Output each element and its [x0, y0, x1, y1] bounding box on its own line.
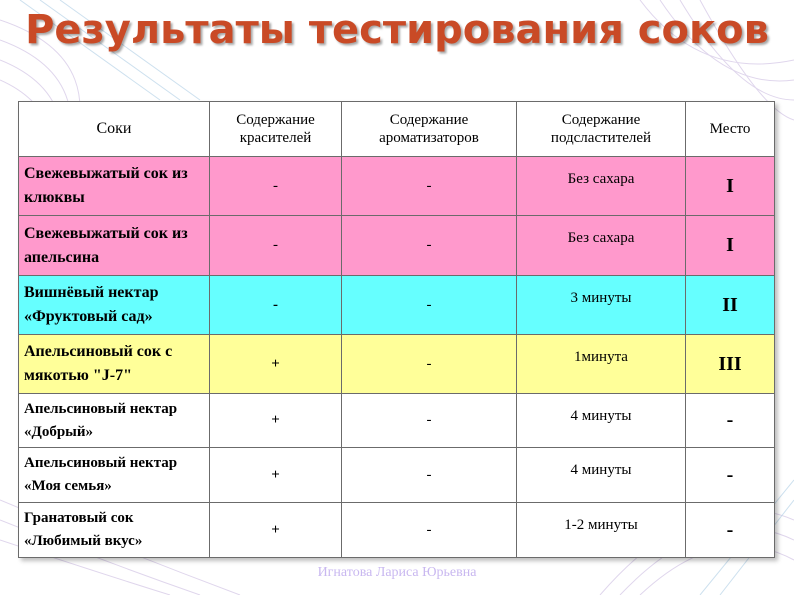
sweeteners-cell: 4 минуты: [517, 448, 686, 503]
table-header-row: [19, 102, 775, 157]
page-title: Результаты тестирования соков: [25, 7, 769, 53]
place-cell: III: [686, 335, 775, 394]
juice-name: Вишнёвый нектар «Фруктовый сад»: [19, 276, 210, 335]
dyes-cell: +: [210, 394, 342, 448]
dyes-cell: +: [210, 448, 342, 503]
juice-name: Апельсиновый сок с мякотью "J-7": [19, 335, 210, 394]
flavors-cell: -: [342, 448, 517, 503]
flavors-cell: -: [342, 276, 517, 335]
table-row: [19, 394, 775, 448]
sweeteners-cell: 1-2 минуты: [517, 503, 686, 558]
flavors-cell: -: [342, 394, 517, 448]
sweeteners-cell: Без сахара: [517, 157, 686, 216]
dyes-cell: +: [210, 503, 342, 558]
place-cell: -: [686, 448, 775, 503]
place-cell: -: [686, 503, 775, 558]
dyes-cell: +: [210, 335, 342, 394]
header-flavors: Содержание ароматизаторов: [342, 102, 517, 157]
place-cell: I: [686, 157, 775, 216]
header-dyes: Содержание красителей: [210, 102, 342, 157]
sweeteners-cell: Без сахара: [517, 216, 686, 276]
table-row: [19, 216, 775, 276]
header-juices: Соки: [19, 102, 210, 157]
header-sweeteners: Содержание подсластителей: [517, 102, 686, 157]
place-cell: II: [686, 276, 775, 335]
dyes-cell: -: [210, 157, 342, 216]
sweeteners-cell: 1минута: [517, 335, 686, 394]
juice-name: Апельсиновый нектар «Добрый»: [19, 394, 210, 448]
table-row: [19, 503, 775, 558]
juice-name: Гранатовый сок «Любимый вкус»: [19, 503, 210, 558]
flavors-cell: -: [342, 216, 517, 276]
dyes-cell: -: [210, 216, 342, 276]
juice-name: Свежевыжатый сок из клюквы: [19, 157, 210, 216]
table-row: [19, 448, 775, 503]
flavors-cell: -: [342, 157, 517, 216]
table-row: [19, 276, 775, 335]
flavors-cell: -: [342, 503, 517, 558]
table-row: [19, 157, 775, 216]
results-table: [18, 101, 775, 558]
juice-name: Свежевыжатый сок из апельсина: [19, 216, 210, 276]
sweeteners-cell: 4 минуты: [517, 394, 686, 448]
header-place: Место: [686, 102, 775, 157]
juice-name: Апельсиновый нектар «Моя семья»: [19, 448, 210, 503]
sweeteners-cell: 3 минуты: [517, 276, 686, 335]
flavors-cell: -: [342, 335, 517, 394]
table-row: [19, 335, 775, 394]
place-cell: -: [686, 394, 775, 448]
dyes-cell: -: [210, 276, 342, 335]
place-cell: I: [686, 216, 775, 276]
author-footer: Игнатова Лариса Юрьевна: [317, 565, 477, 580]
